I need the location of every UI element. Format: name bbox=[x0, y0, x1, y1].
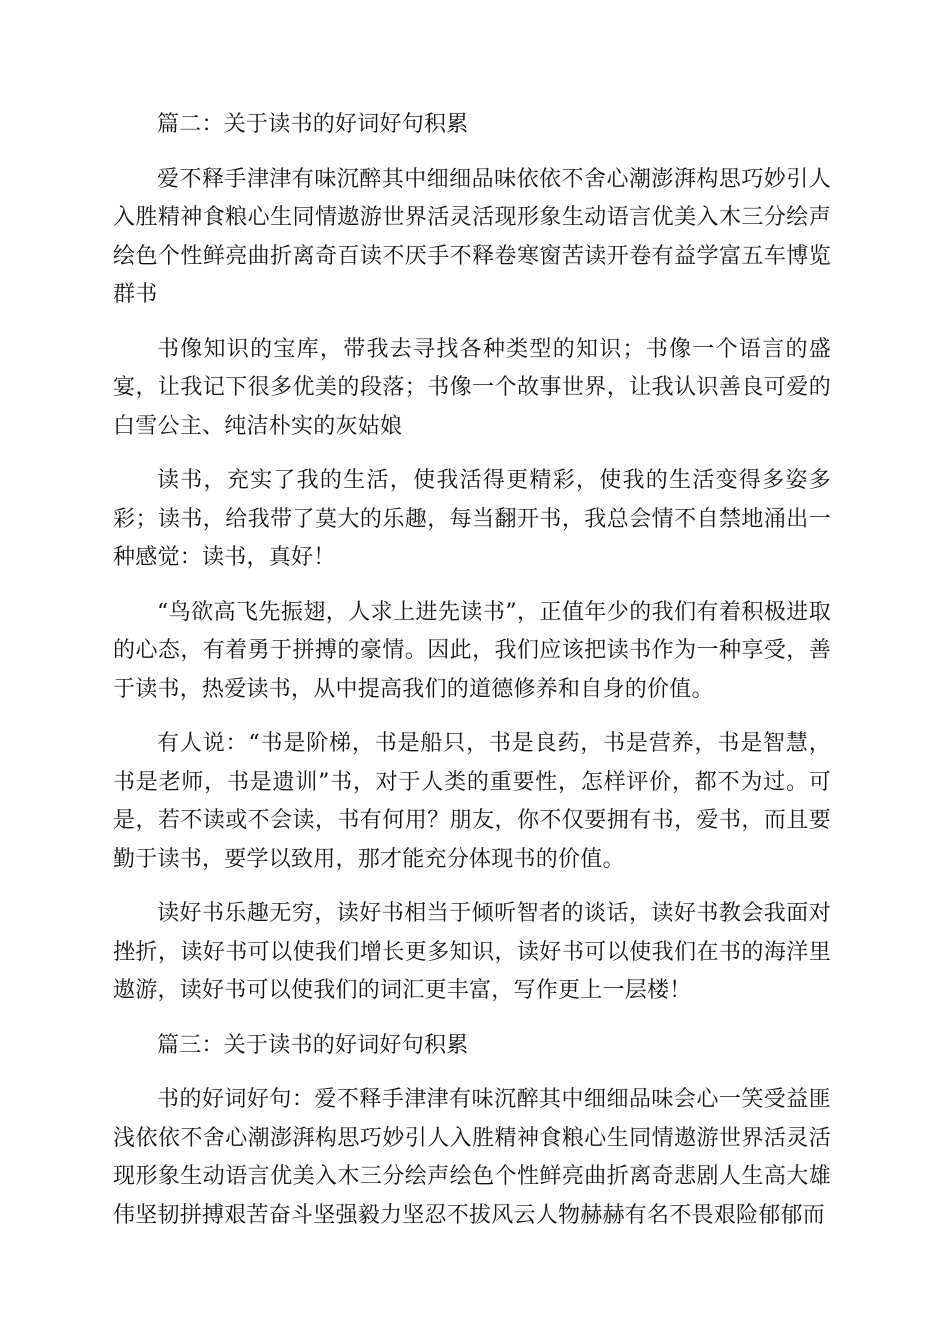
paragraph: 读书，充实了我的生活，使我活得更精彩，使我的生活变得多姿多彩；读书，给我带了莫大的乐趣，每当翻开书，我总会情不自禁地涌出一种感觉：读书，真好！ bbox=[113, 468, 831, 570]
paragraph: “鸟欲高飞先振翅，人求上进先读书”，正值年少的我们有着积极进取的心态，有着勇于拼搏的豪情。因此，我们应该把读书作为一种享受，善于读书，热爱读书，从中提高我们的道德修养和自身的价值。 bbox=[113, 599, 831, 702]
section-heading-3: 篇三：关于读书的好词好句积累 bbox=[157, 1032, 469, 1058]
paragraph: 书像知识的宝库，带我去寻找各种类型的知识；书像一个语言的盛宴，让我记下很多优美的段落；书像一个故事世界，让我认识善良可爱的白雪公主、纯洁朴实的灰姑娘 bbox=[113, 336, 831, 439]
section-heading-2: 篇二：关于读书的好词好句积累 bbox=[157, 112, 469, 137]
paragraph: 书的好词好句：爱不释手津津有味沉醉其中细细品味会心一笑受益匪浅依依不舍心潮澎湃构思巧妙引人入胜精神食粮心生同情遨游世界活灵活现形象生动语言优美入木三分绘声绘色个性鲜亮曲折离奇悲剧人生高大雄伟坚韧拼搏艰苦奋斗坚强毅力坚忍不拔风云人物赫赫有名不畏艰险郁郁而 bbox=[113, 1087, 831, 1228]
paragraph: 有人说：“书是阶梯，书是船只，书是良药，书是营养，书是智慧，书是老师，书是遗训”书，对于人类的重要性，怎样评价，都不为过。可是，若不读或不会读，书有何用？朋友，你不仅要拥有书，爱书，而且要勤于读书，要学以致用，那才能充分体现书的价值。 bbox=[113, 731, 831, 872]
document-body bbox=[113, 106, 831, 1251]
paragraph: 爱不释手津津有味沉醉其中细细品味依依不舍心潮澎湃构思巧妙引人入胜精神食粮心生同情遨游世界活灵活现形象生动语言优美入木三分绘声绘色个性鲜亮曲折离奇百读不厌手不释卷寒窗苦读开卷有益学富五车博览群书 bbox=[113, 166, 831, 307]
paragraph: 读好书乐趣无穷，读好书相当于倾听智者的谈话，读好书教会我面对挫折，读好书可以使我们增长更多知识，读好书可以使我们在书的海洋里遨游，读好书可以使我们的词汇更丰富，写作更上一层楼！ bbox=[113, 901, 831, 1003]
